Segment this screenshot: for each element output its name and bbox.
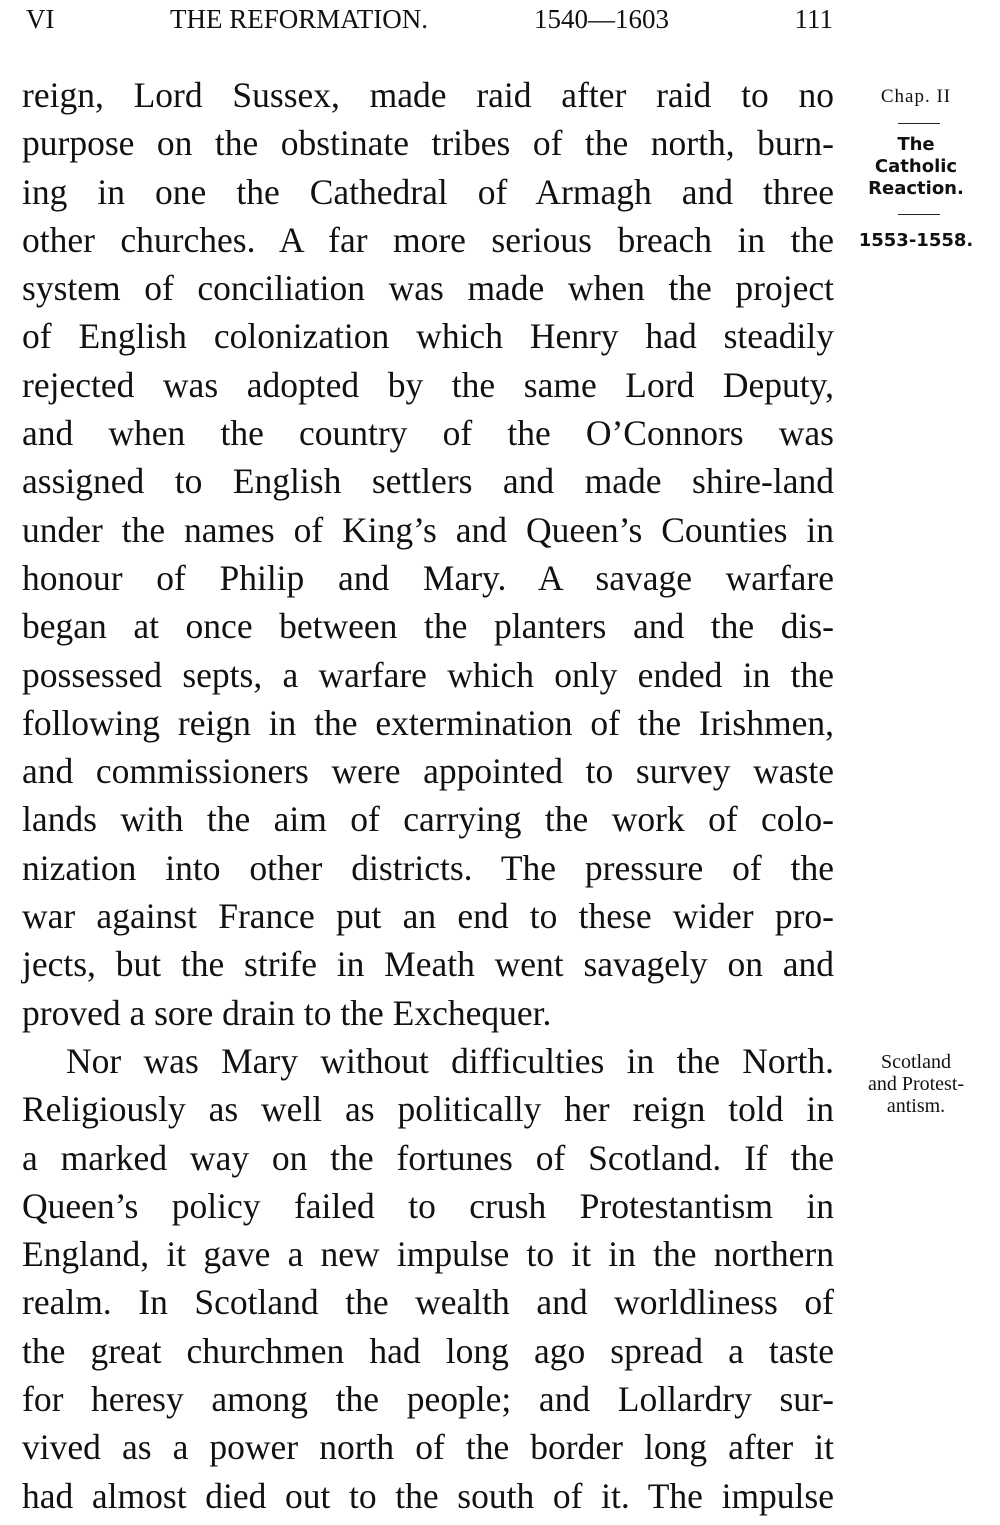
text-line: reign, Lord Sussex, made raid after raid to no xyxy=(22,75,834,115)
text-line: England, it gave a new impulse to it in the northern xyxy=(22,1234,834,1275)
text-line: began at once between the planters and the dis- xyxy=(22,606,834,647)
margin-topic-line: Scotland xyxy=(881,1051,951,1073)
body-text xyxy=(22,71,834,1520)
text-line: war against France put an end to these wider pro- xyxy=(22,896,834,937)
running-title: THE REFORMATION. xyxy=(170,4,429,34)
text-line: purpose on the obstinate tribes of the north, burn- xyxy=(22,123,834,164)
text-line: Nor was Mary without difficulties in the North. xyxy=(66,1040,834,1081)
text-line: the great churchmen had long ago spread a taste xyxy=(22,1330,834,1371)
text-line: for heresy among the people; and Lollardry sur- xyxy=(22,1379,834,1420)
margin-rule xyxy=(898,123,940,124)
text-line: Queen’s policy failed to crush Protestantism in xyxy=(22,1185,834,1226)
margin-topic-line: Catholic xyxy=(874,156,958,177)
text-line: system of conciliation was made when the project xyxy=(22,268,834,309)
margin-topic-line: and Protest- xyxy=(867,1073,965,1095)
text-line: jects, but the strife in Meath went savagely on and xyxy=(22,944,834,985)
margin-topic-line: antism. xyxy=(886,1095,946,1117)
text-line: other churches. A far more serious breach in the xyxy=(22,219,834,260)
text-line: of English colonization which Henry had steadily xyxy=(22,316,834,357)
margin-topic-line: The xyxy=(897,134,935,155)
text-line: vived as a power north of the border long after it xyxy=(22,1427,834,1468)
text-line: and commissioners were appointed to survey waste xyxy=(22,751,834,792)
text-line: honour of Philip and Mary. A savage warfare xyxy=(22,557,834,598)
text-line: and when the country of the O’Connors was xyxy=(22,413,834,454)
text-line: lands with the aim of carrying the work of colo- xyxy=(22,799,834,840)
text-line: realm. In Scotland the wealth and worldliness of xyxy=(22,1282,834,1323)
text-line: ing in one the Cathedral of Armagh and three xyxy=(22,171,834,212)
text-line: nization into other districts. The pressure of the xyxy=(22,847,834,888)
text-line: assigned to English settlers and made shire-land xyxy=(22,461,834,502)
text-line: proved a sore drain to the Exchequer. xyxy=(22,992,552,1033)
margin-topic-dates: 1553-1558. xyxy=(858,230,974,251)
margin-rule xyxy=(898,214,940,215)
text-line: following reign in the extermination of the Irishmen, xyxy=(22,702,834,743)
running-dates: 1540—1603 xyxy=(534,4,669,34)
running-header xyxy=(22,4,837,38)
text-line: a marked way on the fortunes of Scotland. If the xyxy=(22,1137,834,1178)
text-line: under the names of King’s and Queen’s Counties in xyxy=(22,509,834,550)
text-line: rejected was adopted by the same Lord Deputy, xyxy=(22,364,834,405)
text-line: Religiously as well as politically her reign told in xyxy=(22,1089,834,1130)
text-line: had almost died out to the south of it. The impulse xyxy=(22,1475,834,1516)
chapter-number: VI xyxy=(26,4,55,34)
margin-topic-scotland xyxy=(842,1051,990,1117)
margin-topic xyxy=(842,134,990,200)
margin-topic-line: Reaction. xyxy=(868,178,964,199)
page-number: 111 xyxy=(794,4,833,34)
text-line: possessed septs, a warfare which only ended in the xyxy=(22,654,834,695)
margin-chapter-label: Chap. II xyxy=(880,86,952,107)
